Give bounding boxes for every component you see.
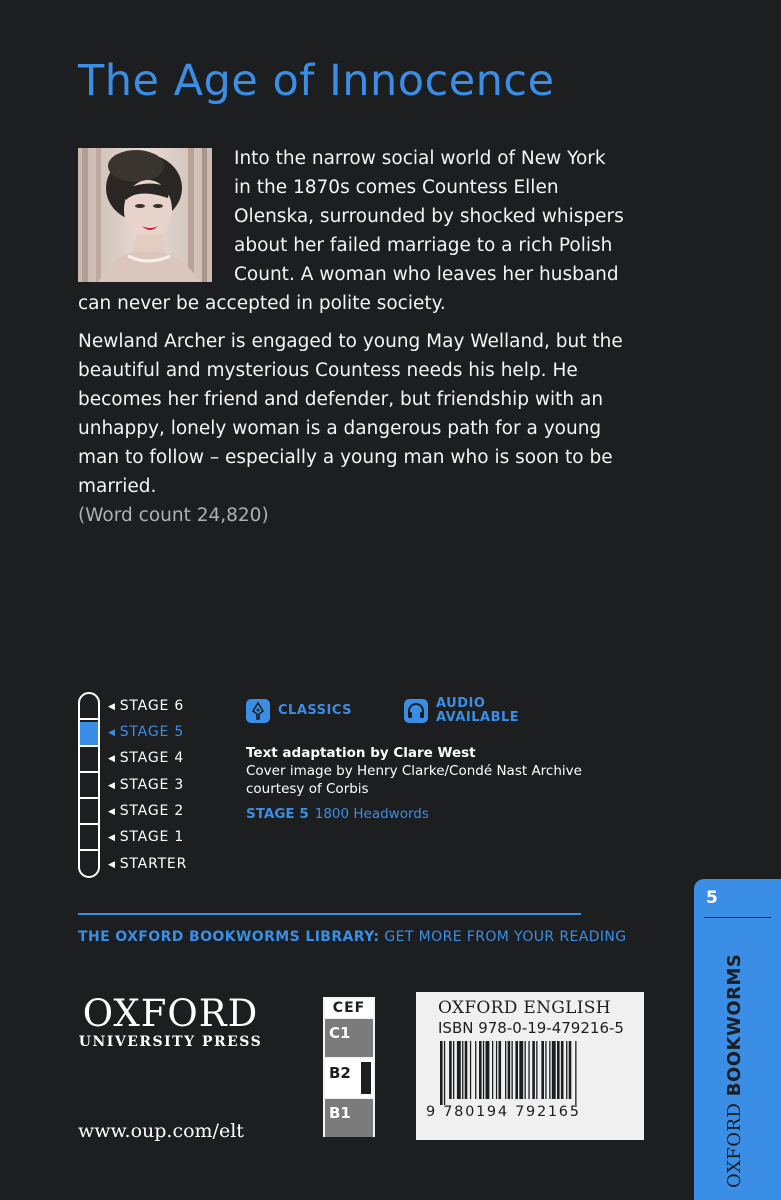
stage-label: ◀ STAGE 3 <box>108 777 185 793</box>
arrow-left-icon: ◀ <box>108 833 116 843</box>
cover-credit-line2: courtesy of Corbis <box>246 781 369 797</box>
description-paragraph-1: Into the narrow social world of New York in the 1870s comes Countess Ellen Olenska, surrounded by shocked whispers about her failed marriage to a rich Polish Count. A woman who leaves her husband can never be accepted in polite society. <box>78 148 624 314</box>
description-paragraph-2: Newland Archer is engaged to young May Welland, but the beautiful and mysterious Countess needs his help. He becomes her friend and defender, but friendship with an unhappy, lonely woman is a dangerous path for a young man to follow – especially a young man who is soon to be married. <box>78 331 623 497</box>
arrow-left-icon: ◀ <box>108 728 116 738</box>
stage-label: ◀ STAGE 4 <box>108 750 185 766</box>
book-description <box>78 144 628 539</box>
adaptation-credit: Text adaptation by Clare West <box>246 745 476 761</box>
oxford-logo: OXFORD UNIVERSITY PRESS <box>78 992 263 1050</box>
isbn-number: ISBN 978-0-19-479216-5 <box>438 1019 624 1037</box>
isbn-barcode <box>416 992 644 1140</box>
arrow-left-icon: ◀ <box>108 702 116 712</box>
arrow-left-icon: ◀ <box>108 754 116 764</box>
cef-header: CEF <box>325 999 373 1017</box>
cover-credit-line1: Cover image by Henry Clarke/Condé Nast Archive <box>246 763 582 779</box>
credits <box>246 744 582 798</box>
series-name: OXFORD BOOKWORMS <box>724 953 745 1188</box>
barcode-digits: 9 780194 792165 <box>426 1104 581 1120</box>
barcode-publisher: OXFORD ENGLISH <box>438 998 611 1018</box>
stage-number: 5 <box>706 888 718 908</box>
barcode-bars <box>426 1041 634 1105</box>
cef-levels <box>323 997 375 1137</box>
arrow-left-icon: ◀ <box>108 860 116 870</box>
stage-ladder <box>78 692 100 878</box>
cef-level-selected: B2 <box>325 1059 373 1097</box>
cef-level: C1 <box>325 1019 373 1057</box>
stage-label: ◀ STAGE 6 <box>108 698 185 714</box>
pen-nib-icon <box>246 699 270 723</box>
headphones-icon <box>404 699 428 723</box>
book-title: The Age of Innocence <box>78 56 555 106</box>
stage-label: ◀ STAGE 2 <box>108 803 185 819</box>
classics-badge: CLASSICS <box>246 699 352 723</box>
word-count: (Word count 24,820) <box>78 505 269 526</box>
arrow-left-icon: ◀ <box>108 807 116 817</box>
stage-headwords: STAGE 5 1800 Headwords <box>246 806 429 822</box>
stage-label: ◀ STAGE 1 <box>108 829 185 845</box>
arrow-left-icon: ◀ <box>108 781 116 791</box>
audio-badge: AUDIO AVAILABLE <box>404 697 519 725</box>
stage-label-current: ◀ STAGE 5 <box>108 724 185 740</box>
library-tagline: THE OXFORD BOOKWORMS LIBRARY: GET MORE FROM YOUR READING <box>78 929 627 945</box>
divider <box>78 913 581 915</box>
stage-label: ◀ STARTER <box>108 856 188 872</box>
cef-level: B1 <box>325 1099 373 1137</box>
website-url: www.oup.com/elt <box>78 1120 244 1142</box>
current-stage-fill <box>80 722 98 746</box>
